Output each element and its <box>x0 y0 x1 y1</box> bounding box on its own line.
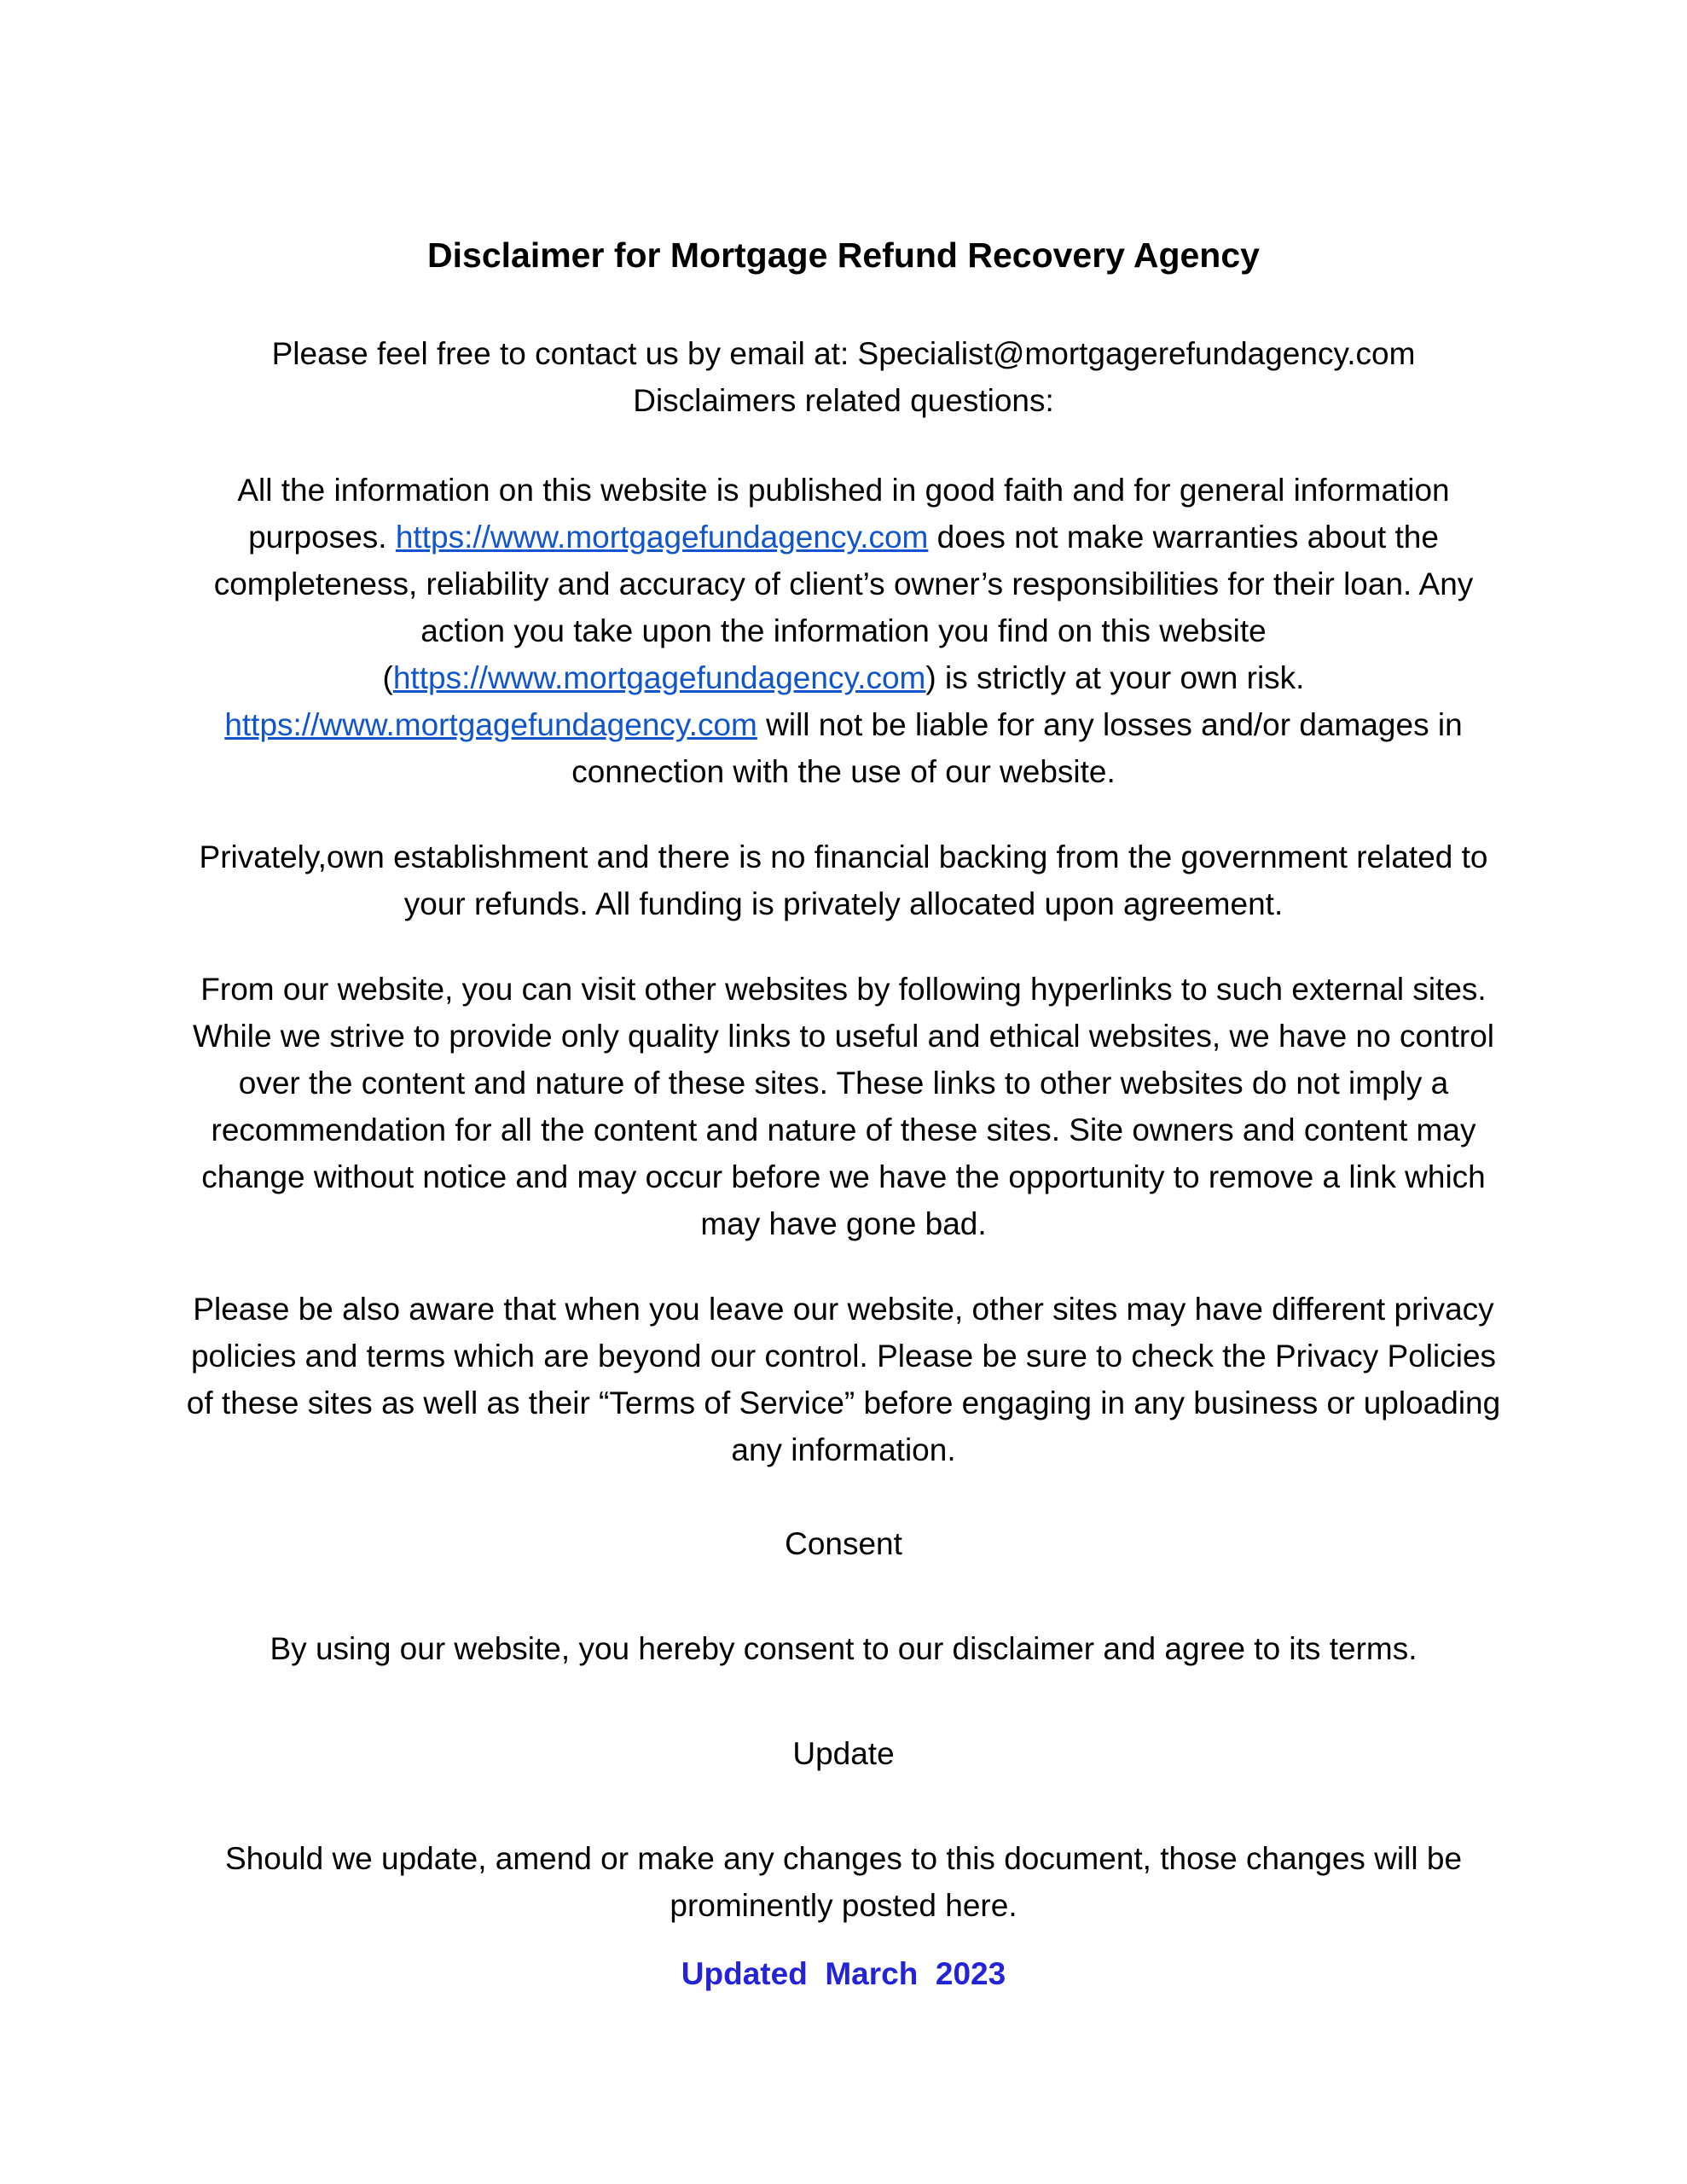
mortgagefundagency-link-3[interactable]: https://www.mortgagefundagency.com <box>224 707 757 742</box>
consent-heading: Consent <box>785 1526 902 1561</box>
mortgagefundagency-link-2[interactable]: https://www.mortgagefundagency.com <box>392 660 926 695</box>
contact-paragraph <box>178 330 1509 424</box>
update-paragraph: Should we update, amend or make any changes to this document, those changes will be prominently posted here. <box>224 1841 1463 1923</box>
consent-paragraph: By using our website, you hereby consent to our disclaimer and agree to its terms. <box>270 1631 1417 1666</box>
info-paragraph-segment-1: All the information on this website is published in good faith and for general information purposes. <box>237 473 1450 555</box>
info-paragraph-segment-4: will not be liable for any losses and/or damages in connection with the use of our website. <box>571 707 1463 789</box>
contact-line-email: Please feel free to contact us by email at: Specialist@mortgagerefundagency.com <box>271 336 1416 371</box>
external-links-paragraph: From our website, you can visit other websites by following hyperlinks to such external sites. While we strive to provide only quality links to useful and ethical websites, we have no control over the content and nature of these sites. These links to other websites do not imply a recommendation for all the content and nature of these sites. Site owners and content may change without notice and may occur before we have the opportunity to remove a link which may have gone bad. <box>193 972 1494 1241</box>
contact-line-questions: Disclaimers related questions: <box>633 383 1054 418</box>
info-paragraph <box>178 467 1509 795</box>
page-title: Disclaimer for Mortgage Refund Recovery Agency <box>427 235 1260 275</box>
mortgagefundagency-link-1[interactable]: https://www.mortgagefundagency.com <box>395 520 929 555</box>
update-heading: Update <box>792 1736 895 1771</box>
private-funding-paragraph: Privately,own establishment and there is no financial backing from the government related to your refunds. All funding is privately allocated upon agreement. <box>199 839 1488 921</box>
updated-date-line: Updated March 2023 <box>681 1956 1006 1991</box>
document-content <box>178 232 1509 1997</box>
info-paragraph-segment-2: does not make warranties about the completeness, reliability and accuracy of client’s owner’s responsibilities for their loan. Any action you take upon the information you find on this website ( <box>213 520 1474 695</box>
privacy-policies-paragraph: Please be also aware that when you leave our website, other sites may have different privacy policies and terms which are beyond our control. Please be sure to check the Privacy Policies of these sites as well as their “Terms of Service” before engaging in any business or uploading any information. <box>186 1292 1501 1467</box>
info-paragraph-segment-3: ) is strictly at your own risk. <box>925 660 1305 695</box>
